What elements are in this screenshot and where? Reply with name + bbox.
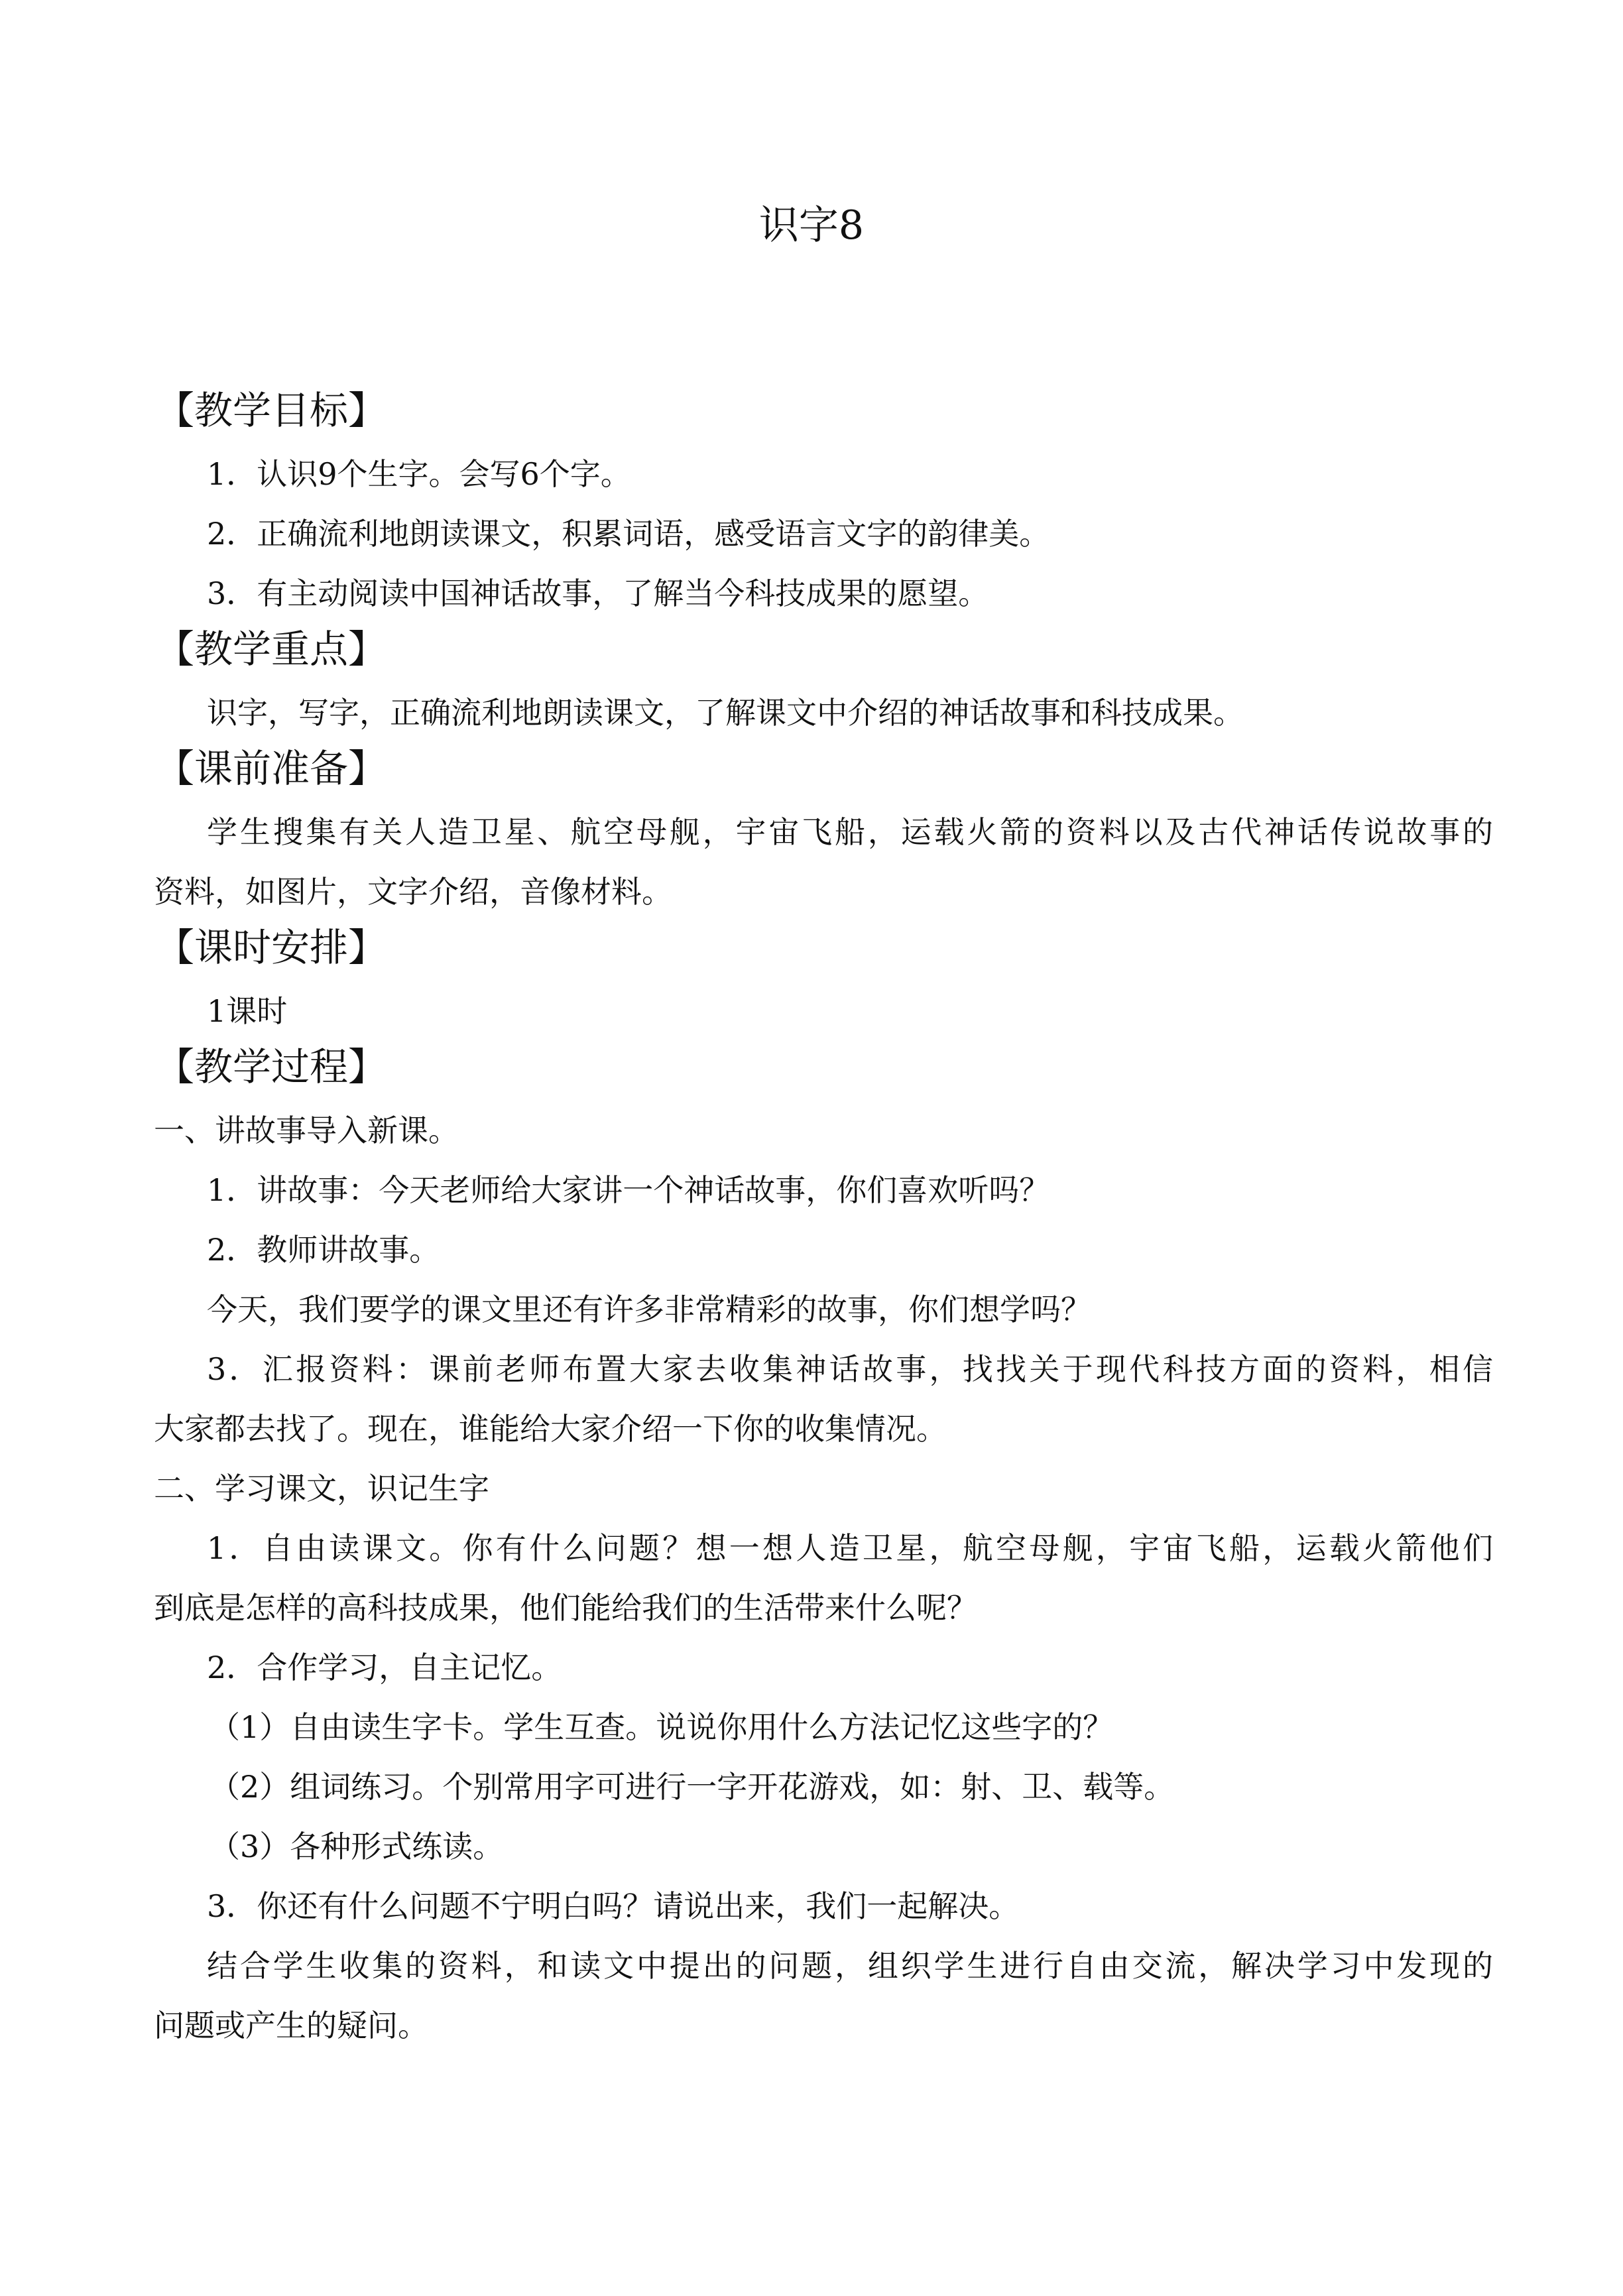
prep-text-line-2: 资料，如图片，文字介绍，音像材料。 bbox=[154, 874, 672, 910]
goal-item-2: 2．正确流利地朗读课文，积累词语，感受语言文字的韵律美。 bbox=[207, 516, 1050, 552]
part-1-item-1: 1．讲故事：今天老师给大家讲一个神话故事，你们喜欢听吗？ bbox=[207, 1172, 1050, 1208]
part-1-item-3-line-2: 大家都去找了。现在，谁能给大家介绍一下你的收集情况。 bbox=[154, 1411, 947, 1447]
goal-item-3: 3．有主动阅读中国神话故事，了解当今科技成果的愿望。 bbox=[207, 575, 989, 611]
part-2-summary-line-2: 问题或产生的疑问。 bbox=[154, 2008, 428, 2043]
part-1-item-3-line-1: 3．汇报资料：课前老师布置大家去收集神话故事，找找关于现代科技方面的资料，相信 bbox=[207, 1351, 1493, 1387]
prep-heading: 【课前准备】 bbox=[156, 746, 387, 791]
goals-heading: 【教学目标】 bbox=[156, 388, 387, 433]
focus-text: 识字，写字，正确流利地朗读课文，了解课文中介绍的神话故事和科技成果。 bbox=[207, 695, 1244, 731]
goal-item-1: 1．认识9个生字。会写6个字。 bbox=[207, 456, 631, 492]
part-2-sub-3: （3）各种形式练读。 bbox=[210, 1829, 504, 1864]
part-2-item-1-line-1: 1．自由读课文。你有什么问题？想一想人造卫星，航空母舰，宇宙飞船，运载火箭他们 bbox=[207, 1530, 1493, 1566]
part-1-note: 今天，我们要学的课文里还有许多非常精彩的故事，你们想学吗？ bbox=[207, 1292, 1091, 1327]
part-2-item-2: 2．合作学习，自主记忆。 bbox=[207, 1650, 562, 1685]
part-2-item-1-line-2: 到底是怎样的高科技成果，他们能给我们的生活带来什么呢？ bbox=[154, 1590, 977, 1626]
process-heading: 【教学过程】 bbox=[156, 1044, 387, 1089]
part-2-sub-1: （1）自由读生字卡。学生互查。说说你用什么方法记忆这些字的？ bbox=[210, 1709, 1114, 1745]
page-title: 识字8 bbox=[758, 202, 865, 249]
part-1-title: 一、讲故事导入新课。 bbox=[154, 1113, 459, 1148]
part-2-summary-line-1: 结合学生收集的资料，和读文中提出的问题，组织学生进行自由交流，解决学习中发现的 bbox=[207, 1948, 1493, 1984]
focus-heading: 【教学重点】 bbox=[156, 627, 387, 672]
schedule-text: 1课时 bbox=[207, 993, 288, 1029]
part-2-title: 二、学习课文，识记生字 bbox=[154, 1471, 489, 1506]
schedule-heading: 【课时安排】 bbox=[156, 925, 387, 970]
part-1-item-2: 2．教师讲故事。 bbox=[207, 1232, 440, 1268]
prep-text-line-1: 学生搜集有关人造卫星、航空母舰，宇宙飞船，运载火箭的资料以及古代神话传说故事的 bbox=[207, 814, 1493, 850]
part-2-item-3: 3．你还有什么问题不宁明白吗？请说出来，我们一起解决。 bbox=[207, 1888, 1020, 1924]
part-2-sub-2: （2）组词练习。个别常用字可进行一字开花游戏，如：射、卫、载等。 bbox=[210, 1769, 1175, 1805]
